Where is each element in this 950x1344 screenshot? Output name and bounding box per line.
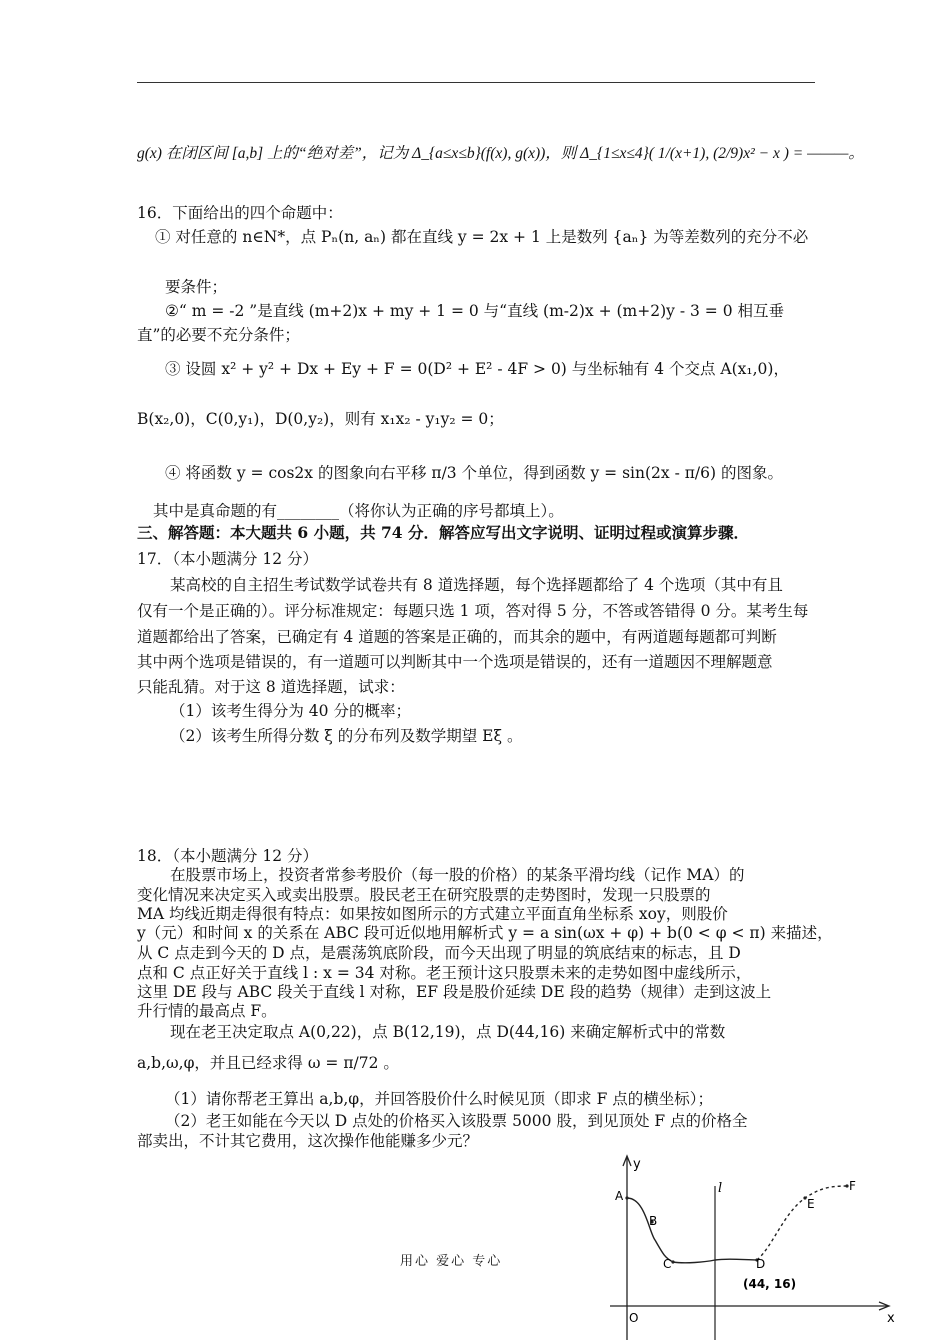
text-line: 仅有一个是正确的）。评分标准规定：每题只选 1 项，答对得 5 分，不答或答错得 0 分。某考生每 bbox=[137, 602, 809, 620]
text-line: （1）该考生得分为 40 分的概率； bbox=[170, 702, 411, 720]
text-line: 变化情况来决定买入或卖出股票。股民老王在研究股票的走势图时，发现一只股票的 bbox=[137, 886, 711, 904]
curve-abcd bbox=[627, 1198, 757, 1263]
text-line: a,b,ω,φ，并且已经求得 ω = π/72 。 bbox=[137, 1054, 399, 1072]
point-c bbox=[671, 1260, 674, 1263]
problem-16-title: 16．下面给出的四个命题中： bbox=[137, 204, 343, 222]
text-line: 其中两个选项是错误的，有一道题可以判断其中一个选项是错误的，还有一道题因不理解题意 bbox=[137, 653, 773, 671]
label-d: D bbox=[756, 1257, 766, 1271]
text-line: 从 C 点走到今天的 D 点，是震荡筑底阶段，而今天出现了明显的筑底结束的标志，且 D bbox=[137, 944, 741, 962]
text-line: 部卖出，不计其它费用，这次操作他能赚多少元？ bbox=[137, 1132, 479, 1150]
text-line: 在股票市场上，投资者常参考股价（每一股的价格）的某条平滑均线（记作 MA）的 bbox=[170, 866, 745, 884]
curve-def bbox=[757, 1186, 847, 1260]
text-line: 现在老王决定取点 A(0,22)，点 B(12,19)，点 D(44,16) 来确定解析式中的常数 bbox=[170, 1023, 726, 1041]
problem-18-title: 18．（本小题满分 12 分） bbox=[137, 847, 319, 865]
text-line: （1）请你帮老王算出 a,b,φ，并回答股价什么时候见顶（即求 F 点的横坐标）； bbox=[165, 1090, 714, 1108]
point-a bbox=[625, 1196, 628, 1199]
text-line: ③ 设圆 x² + y² + Dx + Ey + F = 0(D² + E² - 4F > 0) 与坐标轴有 4 个交点 A(x₁,0)， bbox=[165, 360, 789, 378]
text-line: 道题都给出了答案，已确定有 4 道题的答案是正确的，而其余的题中，有两道题每题都可判断 bbox=[137, 628, 777, 646]
text-line: B(x₂,0)，C(0,y₁)，D(0,y₂)，则有 x₁x₂ - y₁y₂ = 0； bbox=[137, 410, 504, 428]
label-y-axis: y bbox=[633, 1157, 641, 1172]
text-line: y（元）和时间 x 的关系在 ABC 段可近似地用解析式 y = a sin(ωx + φ) + b(0 < φ < π) 来描述， bbox=[137, 924, 833, 942]
label-e: E bbox=[807, 1197, 815, 1211]
text-line: 只能乱猜。对于这 8 道选择题，试求： bbox=[137, 678, 405, 696]
text-line: 这里 DE 段与 ABC 段关于直线 l 对称，EF 段是股价延续 DE 段的趋势（规律）走到这波上 bbox=[137, 983, 772, 1001]
text-line: （2）该考生所得分数 ξ 的分布列及数学期望 Eξ 。 bbox=[170, 727, 523, 745]
text-line: 直”的必要不充分条件； bbox=[137, 326, 300, 344]
text-line: 要条件； bbox=[165, 278, 228, 296]
text-line: 点和 C 点正好关于直线 l : x = 34 对称。老王预计这只股票未来的走势如图中虚线所示， bbox=[137, 964, 752, 982]
label-origin: O bbox=[629, 1311, 639, 1325]
section-3-heading: 三、解答题：本大题共 6 小题，共 74 分．解答应写出文字说明、证明过程或演算步骤． bbox=[137, 523, 749, 542]
text-line: ②“ m = -2 ”是直线 (m+2)x + my + 1 = 0 与“直线 (m-2)x + (m+2)y - 3 = 0 相互垂 bbox=[165, 302, 784, 320]
label-x-axis: x bbox=[887, 1311, 895, 1326]
label-d-coordinate: (44, 16) bbox=[743, 1277, 797, 1291]
text-line: g(x) 在闭区间 [a,b] 上的“绝对差”，记为 Δ_{a≤x≤b}(f(x), g(x))，则 Δ_{1≤x≤4}( 1/(x+1), (2/9)x² − x ) = ———。 bbox=[137, 145, 864, 162]
label-b: B bbox=[649, 1214, 658, 1228]
text-line: MA 均线近期走得很有特点：如果按如图所示的方式建立平面直角坐标系 xoy，则股价 bbox=[137, 905, 728, 923]
text-line: 某高校的自主招生考试数学试卷共有 8 道选择题，每个选择题都给了 4 个选项（其中有且 bbox=[170, 576, 783, 594]
page-footer: 用心 爱心 专心 bbox=[400, 1254, 503, 1269]
label-line-l: l bbox=[718, 1181, 723, 1196]
text-line: ① 对任意的 n∈N*，点 Pₙ(n, aₙ) 都在直线 y = 2x + 1 上是数列 {aₙ} 为等差数列的充分不必 bbox=[155, 228, 809, 246]
text-line: （2）老王如能在今天以 D 点处的价格买入该股票 5000 股，到见顶处 F 点的价格全 bbox=[165, 1112, 748, 1130]
text-line: 升行情的最高点 F。 bbox=[137, 1002, 277, 1020]
problem-17-title: 17．（本小题满分 12 分） bbox=[137, 550, 319, 568]
text-line: ④ 将函数 y = cos2x 的图象向右平移 π/3 个单位，得到函数 y = sin(2x - π/6) 的图象。 bbox=[165, 464, 783, 482]
label-f: F bbox=[849, 1179, 856, 1193]
label-a: A bbox=[615, 1189, 624, 1203]
label-c: C bbox=[663, 1257, 672, 1271]
text-line: 其中是真命题的有________（将你认为正确的序号都填上）。 bbox=[153, 502, 564, 520]
stock-ma-graph bbox=[605, 1150, 905, 1344]
header-rule bbox=[137, 82, 815, 83]
